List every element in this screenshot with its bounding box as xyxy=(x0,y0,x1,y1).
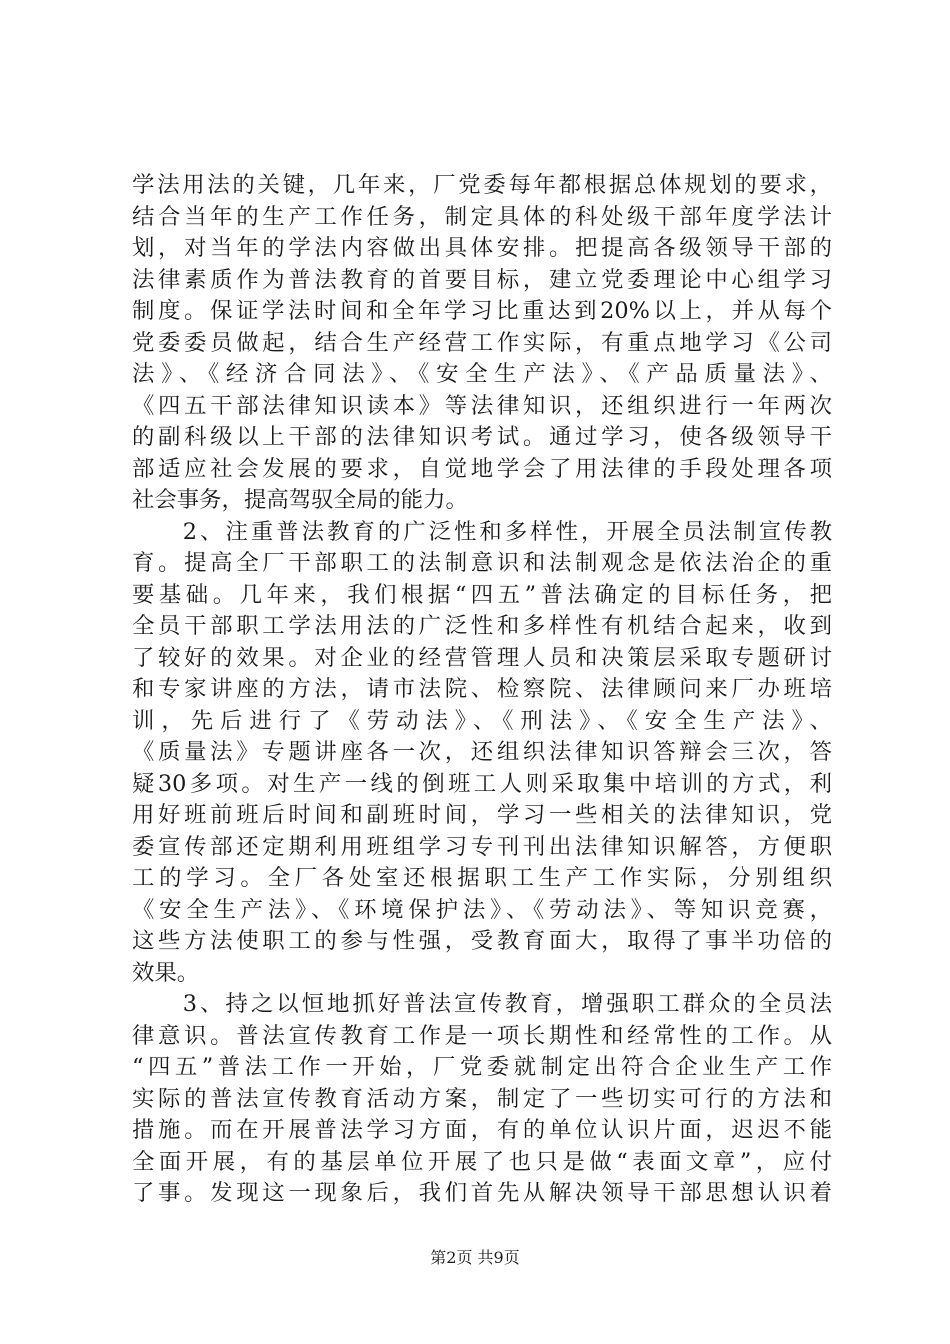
text-line: 党委委员做起，结合生产经营工作实际，有重点地学习《公司 xyxy=(132,329,832,356)
text-line: 制度。保证学法时间和全年学习比重达到20%以上，并从每个 xyxy=(132,298,832,324)
text-line: 划，对当年的学法内容做出具体安排。把提高各级领导干部的 xyxy=(132,235,832,261)
text-line: 效果。 xyxy=(132,959,200,986)
text-line: 《质量法》专题讲座各一次，还组织法律知识答辩会三次，答 xyxy=(132,739,832,765)
text-line: 疑30多项。对生产一线的倒班工人则采取集中培训的方式，利 xyxy=(132,770,832,797)
text-line: 律意识。普法宣传教育工作是一项长期性和经常性的工作。从 xyxy=(132,1022,832,1049)
text-line: 2、注重普法教育的广泛性和多样性，开展全员法制宣传教 xyxy=(132,518,832,545)
text-line: 学法用法的关键，几年来，厂党委每年都根据总体规划的要求， xyxy=(132,172,832,198)
page-footer: 第2页 共9页 xyxy=(430,1248,520,1267)
text-line: 实际的普法宣传教育活动方案，制定了一些切实可行的方法和 xyxy=(132,1085,832,1112)
text-line: 《四五干部法律知识读本》等法律知识，还组织进行一年两次 xyxy=(132,392,832,419)
text-line: 工的学习。全厂各处室还根据职工生产工作实际，分别组织 xyxy=(132,865,832,891)
text-line: 部适应社会发展的要求，自觉地学会了用法律的手段处理各项 xyxy=(132,455,832,482)
text-line: 要基础。几年来，我们根据“四五”普法确定的目标任务，把 xyxy=(132,581,832,608)
text-line: 全面开展，有的基层单位开展了也只是做“表面文章”，应付 xyxy=(132,1148,832,1175)
text-line: 和专家讲座的方法，请市法院、检察院、法律顾问来厂办班培 xyxy=(132,676,832,702)
text-line: 用好班前班后时间和副班时间，学习一些相关的法律知识，党 xyxy=(132,802,832,828)
text-line: 全员干部职工学法用法的广泛性和多样性有机结合起来，收到 xyxy=(132,613,832,639)
text-line: 法》、《经济合同法》、《安全生产法》、《产品质量法》、 xyxy=(132,361,832,387)
text-line: 措施。而在开展普法学习方面，有的单位认识片面，迟迟不能 xyxy=(132,1117,832,1143)
text-line: 结合当年的生产工作任务，制定具体的科处级干部年度学法计 xyxy=(132,203,832,230)
text-line: 这些方法使职工的参与性强，受教育面大，取得了事半功倍的 xyxy=(132,928,832,954)
text-line: 社会事务，提高驾驭全局的能力。 xyxy=(132,487,468,513)
text-line: 《安全生产法》、《环境保护法》、《劳动法》、等知识竞赛， xyxy=(132,896,832,923)
text-line: 的副科级以上干部的法律知识考试。通过学习，使各级领导干 xyxy=(132,424,832,450)
text-line: 育。提高全厂干部职工的法制意识和法制观念是依法治企的重 xyxy=(132,550,832,576)
text-line: “四五”普法工作一开始，厂党委就制定出符合企业生产工作 xyxy=(132,1054,832,1080)
text-line: 了事。发现这一现象后，我们首先从解决领导干部思想认识着 xyxy=(132,1180,832,1206)
text-line: 委宣传部还定期利用班组学习专刊刊出法律知识解答，方便职 xyxy=(132,833,832,860)
text-line: 法律素质作为普法教育的首要目标，建立党委理论中心组学习 xyxy=(132,266,832,293)
text-line: 训，先后进行了《劳动法》、《刑法》、《安全生产法》、 xyxy=(132,707,832,734)
body-text xyxy=(132,170,832,1210)
text-line: 了较好的效果。对企业的经营管理人员和决策层采取专题研讨 xyxy=(132,644,832,671)
text-line: 3、持之以恒地抓好普法宣传教育，增强职工群众的全员法 xyxy=(132,991,832,1017)
